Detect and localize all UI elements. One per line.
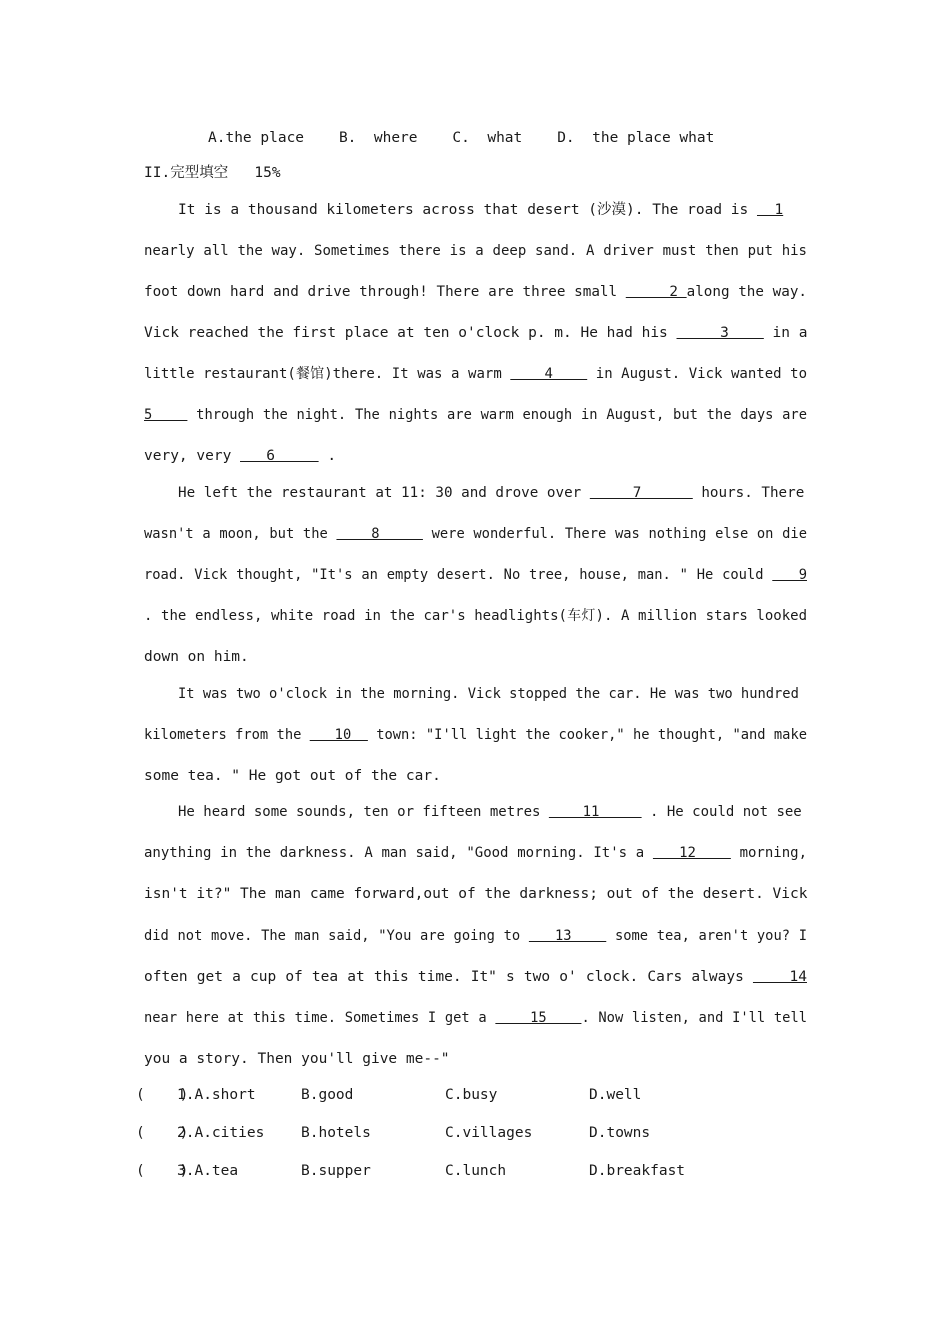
passage-line: road. Vick thought, "It's an empty desert. No tree, house, man. " He could 9 [144, 567, 807, 583]
previous-question-options: A.the place B. where C. what D. the place what [208, 130, 715, 146]
passage-line: anything in the darkness. A man said, "Good morning. It's a 12 morning, [144, 845, 807, 861]
blank-5: 5 [144, 407, 188, 423]
passage-line: It was two o'clock in the morning. Vick stopped the car. He was two hundred [178, 686, 799, 702]
blank-4: 4 [510, 366, 588, 382]
option-d: D.towns [589, 1125, 651, 1141]
option-d: D.breakfast [589, 1163, 686, 1179]
answer-bracket[interactable]: ( ) [136, 1125, 189, 1141]
blank-11: 11 [548, 804, 642, 820]
passage-line: often get a cup of tea at this time. It" s two o' clock. Cars always 14 [144, 969, 807, 985]
section-heading: II.完型填空 15% [144, 165, 281, 181]
blank-7: 7 [589, 485, 693, 501]
blank-15: 15 [495, 1010, 582, 1026]
passage-line: kilometers from the 10 town: "I'll light the cooker," he thought, "and make [144, 727, 808, 743]
option-a: 1.A.short [177, 1087, 256, 1103]
passage-line: It is a thousand kilometers across that desert (沙漠). The road is 1 [178, 202, 784, 218]
blank-6: 6 [240, 448, 319, 464]
option-b: B.good [301, 1087, 354, 1103]
passage-line: 5 through the night. The nights are warm enough in August, but the days are [144, 407, 807, 423]
passage-line: you a story. Then you'll give me--" [144, 1051, 450, 1067]
option-b: B.hotels [301, 1125, 371, 1141]
passage-line: very, very 6 . [144, 448, 337, 464]
blank-10: 10 [309, 727, 368, 743]
option-c: C.busy [445, 1087, 498, 1103]
answer-bracket[interactable]: ( ) [136, 1087, 189, 1103]
blank-12: 12 [652, 845, 731, 861]
blank-9: 9 [772, 567, 807, 583]
blank-13: 13 [528, 928, 607, 944]
option-c: C.lunch [445, 1163, 507, 1179]
passage-line: He left the restaurant at 11: 30 and drove over 7 hours. There [178, 485, 805, 501]
blank-1: 1 [756, 202, 784, 218]
passage-line: down on him. [144, 649, 249, 665]
blank-3: 3 [676, 325, 764, 341]
passage-line: foot down hard and drive through! There are three small 2 along the way. [144, 284, 807, 300]
option-b: B.supper [301, 1163, 371, 1179]
option-a: 2.A.cities [177, 1125, 265, 1141]
passage-line: nearly all the way. Sometimes there is a deep sand. A driver must then put his [144, 243, 807, 259]
answer-bracket[interactable]: ( ) [136, 1163, 189, 1179]
passage-line: near here at this time. Sometimes I get a 15 . Now listen, and I'll tell [144, 1010, 807, 1026]
passage-line: . the endless, white road in the car's headlights(车灯). A million stars looked [144, 608, 807, 624]
blank-8: 8 [336, 526, 423, 542]
blank-2: 2 [625, 284, 687, 300]
passage-line: some tea. " He got out of the car. [144, 768, 441, 784]
option-c: C.villages [445, 1125, 533, 1141]
passage-line: did not move. The man said, "You are going to 13 some tea, aren't you? I [144, 928, 807, 944]
passage-line: isn't it?" The man came forward,out of the darkness; out of the desert. Vick [144, 886, 808, 902]
option-a: 3.A.tea [177, 1163, 239, 1179]
passage-line: wasn't a moon, but the 8 were wonderful. There was nothing else on die [144, 526, 807, 542]
passage-line: little restaurant(餐馆)there. It was a warm 4 in August. Vick wanted to [144, 366, 807, 382]
option-d: D.well [589, 1087, 642, 1103]
blank-14: 14 [752, 969, 807, 985]
passage-line: Vick reached the first place at ten o'clock p. m. He had his 3 in a [144, 325, 808, 341]
passage-line: He heard some sounds, ten or fifteen metres 11 . He could not see [178, 804, 802, 820]
